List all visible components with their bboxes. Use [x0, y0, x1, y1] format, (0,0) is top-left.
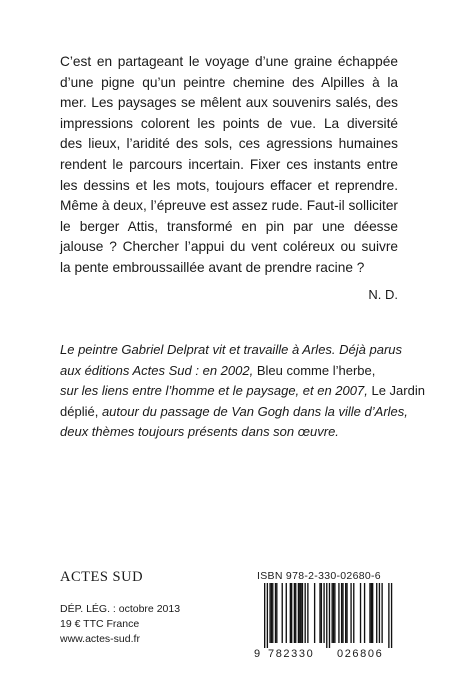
barcode-bar [379, 583, 380, 643]
barcode-bar [360, 583, 361, 643]
barcode-bar [299, 583, 300, 643]
blurb-line: mer. Les paysages se mêlent aux souvenirs salés, des [60, 95, 398, 111]
barcode-bar [381, 583, 382, 643]
barcode-bar [371, 583, 372, 643]
bio-text: autour du passage de Van Gogh dans la ville d’Arles, [101, 403, 408, 419]
barcode-digit-group-right: 026806 [337, 648, 384, 660]
website-link[interactable]: www.actes-sud.fr [60, 633, 140, 645]
blurb-line: la pente embroussaillée avant de prendre racine ? [60, 259, 365, 275]
publisher-logo: ACTES SUD [60, 569, 144, 585]
barcode-bar [282, 583, 283, 643]
blurb-line: jalouse ? Chercher l’appui du vent coléreux ou suivre [60, 239, 398, 255]
author-initials: N. D. [368, 287, 398, 302]
barcode-bar [271, 583, 272, 643]
barcode-bar [341, 583, 342, 643]
barcode-bar [342, 583, 343, 643]
barcode-guard-bar [326, 583, 327, 648]
blurb-line: impressions colorent les points de vue. La diversité [60, 115, 398, 131]
price: 19 € TTC France [60, 618, 140, 630]
bio-text: aux éditions Actes Sud : en 2002, [60, 362, 254, 378]
barcode-bar [286, 583, 287, 643]
barcode-bar [319, 583, 320, 643]
legal-info [60, 602, 180, 647]
barcode-guard-bar [264, 583, 265, 648]
barcode-bar [300, 583, 301, 643]
blurb-line: le berger Attis, transformé en pin par une déesse [60, 218, 398, 234]
barcode-bar [307, 583, 308, 643]
blurb-paragraph [60, 52, 398, 279]
barcode-bar [321, 583, 322, 643]
bio-text: Le peintre Gabriel Delprat vit et travaille à Arles. Déjà parus [60, 342, 403, 357]
barcode-bar [346, 583, 347, 643]
barcode-bar [350, 583, 351, 643]
book-title: Le Jardin [371, 383, 425, 399]
barcode-bar [294, 583, 295, 643]
barcode-digit-group-left: 782330 [268, 648, 315, 660]
barcode-bar [298, 583, 299, 643]
barcode-bar [291, 583, 292, 643]
barcode [254, 583, 404, 648]
barcode-bar [276, 583, 277, 643]
bio-text: sur les liens entre l’homme et le paysage, et en 2007, [60, 383, 368, 399]
blurb-line: d’une pigne qu’un peintre chemine des Alpilles à la [60, 74, 398, 90]
barcode-bar [272, 583, 273, 643]
legal-deposit: DÉP. LÉG. : octobre 2013 [60, 603, 181, 615]
barcode-guard-bar [391, 583, 392, 648]
author-bio [60, 340, 425, 443]
barcode-bar [369, 583, 370, 643]
isbn-label: ISBN 978-2-330-02680-6 [257, 570, 381, 582]
bio-text: deux thèmes toujours présents dans son œuvre. [60, 424, 339, 440]
barcode-digit-first: 9 [254, 648, 261, 660]
barcode-bars [254, 583, 404, 648]
barcode-guard-bar [329, 583, 330, 648]
barcode-bar [338, 583, 339, 643]
barcode-bar [275, 583, 276, 643]
barcode-bar [314, 583, 315, 643]
book-title: Bleu comme l’herbe, [256, 362, 376, 378]
barcode-bar [295, 583, 296, 643]
blurb-line: rendent le parcours incertain. Fixer ces instants entre [60, 156, 398, 172]
barcode-bar [376, 583, 377, 643]
book-title: déplié, [60, 403, 99, 419]
barcode-bar [323, 583, 324, 643]
barcode-bar [305, 583, 306, 643]
blurb-line: C’est en partageant le voyage d’une graine échappée [60, 54, 398, 69]
barcode-bar [345, 583, 346, 643]
barcode-bar [302, 583, 303, 643]
barcode-bar [332, 583, 333, 643]
barcode-bar [353, 583, 354, 643]
barcode-bar [364, 583, 365, 643]
blurb-line: des lieux, l’aridité des sols, ces agressions humaines [60, 136, 398, 152]
barcode-guard-bar [267, 583, 268, 648]
barcode-bar [269, 583, 270, 643]
barcode-guard-bar [388, 583, 389, 648]
barcode-bar [334, 583, 335, 643]
barcode-bar [290, 583, 291, 643]
barcode-bar [372, 583, 373, 643]
blurb-line: Même à deux, l’épreuve est assez rude. Faut-il solliciter [60, 198, 398, 214]
barcode-bar [333, 583, 334, 643]
blurb-line: les dessins et les mots, toujours effacer et reprendre. [60, 177, 398, 193]
